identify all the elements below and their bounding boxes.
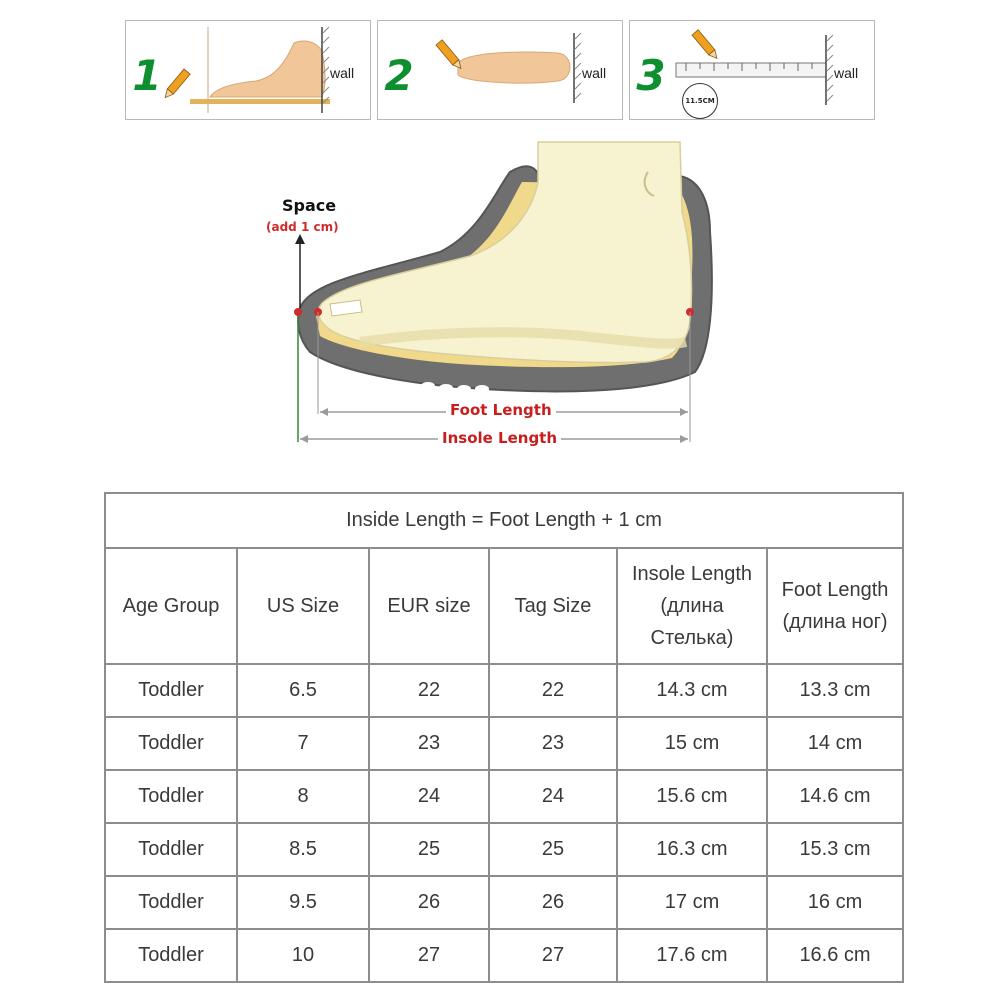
header-insole-length <box>617 548 767 664</box>
table-row <box>105 823 903 876</box>
space-label: Space <box>282 196 337 215</box>
cell-foot-length: 13.3 cm <box>767 664 903 717</box>
cell-eur-size: 24 <box>369 770 489 823</box>
pencil-icon <box>436 40 464 71</box>
step-2-number: 2 <box>384 51 414 100</box>
pencil-icon <box>692 30 720 61</box>
measurement-badge: 11.5CM <box>682 83 718 119</box>
step-3-number: 3 <box>636 51 666 100</box>
cell-age-group: Toddler <box>105 823 237 876</box>
cell-tag-size: 25 <box>489 823 617 876</box>
header-eur-size: EUR size <box>369 548 489 664</box>
header-foot-length-en: Foot Length <box>781 579 889 601</box>
step-1-number: 1 <box>132 51 162 100</box>
cell-tag-size: 27 <box>489 929 617 982</box>
cell-age-group: Toddler <box>105 664 237 717</box>
size-chart-table <box>104 492 904 983</box>
table-row <box>105 770 903 823</box>
table-row <box>105 929 903 982</box>
cell-insole-length: 15.6 cm <box>617 770 767 823</box>
cell-foot-length: 14.6 cm <box>767 770 903 823</box>
header-foot-length-ru: (длина ног) <box>782 611 888 633</box>
cell-tag-size: 22 <box>489 664 617 717</box>
foot-length-label: Foot Length <box>446 401 556 419</box>
step-2-panel <box>377 20 623 120</box>
cell-us-size: 8 <box>237 770 369 823</box>
table-caption: Inside Length = Foot Length + 1 cm <box>105 493 903 548</box>
cell-eur-size: 23 <box>369 717 489 770</box>
cell-insole-length: 14.3 cm <box>617 664 767 717</box>
table-row <box>105 876 903 929</box>
cell-age-group: Toddler <box>105 770 237 823</box>
step-2-wall-label: wall <box>582 65 607 81</box>
space-note: (add 1 cm) <box>266 220 339 234</box>
cell-foot-length: 14 cm <box>767 717 903 770</box>
header-us-size: US Size <box>237 548 369 664</box>
cell-foot-length: 16.6 cm <box>767 929 903 982</box>
step-1-wall-label: wall <box>330 65 355 81</box>
header-insole-length-en: Insole Length <box>631 563 753 585</box>
cell-tag-size: 26 <box>489 876 617 929</box>
cell-foot-length: 16 cm <box>767 876 903 929</box>
step-3-panel <box>629 20 875 120</box>
table-row <box>105 717 903 770</box>
cell-eur-size: 25 <box>369 823 489 876</box>
table-row <box>105 664 903 717</box>
cell-us-size: 9.5 <box>237 876 369 929</box>
header-insole-length-ru: (длина Стелька) <box>650 595 734 649</box>
pencil-icon <box>162 69 190 100</box>
cell-insole-length: 16.3 cm <box>617 823 767 876</box>
cell-insole-length: 17.6 cm <box>617 929 767 982</box>
step-1-panel <box>125 20 371 120</box>
cell-age-group: Toddler <box>105 876 237 929</box>
header-age-group: Age Group <box>105 548 237 664</box>
cell-tag-size: 23 <box>489 717 617 770</box>
cell-age-group: Toddler <box>105 929 237 982</box>
foot-shoe-diagram <box>266 132 730 462</box>
cell-us-size: 8.5 <box>237 823 369 876</box>
header-foot-length <box>767 548 903 664</box>
cell-foot-length: 15.3 cm <box>767 823 903 876</box>
cell-us-size: 6.5 <box>237 664 369 717</box>
cell-us-size: 10 <box>237 929 369 982</box>
cell-age-group: Toddler <box>105 717 237 770</box>
cell-eur-size: 27 <box>369 929 489 982</box>
step-3-wall-label: wall <box>834 65 859 81</box>
cell-insole-length: 15 cm <box>617 717 767 770</box>
insole-start-marker <box>294 308 302 316</box>
cell-us-size: 7 <box>237 717 369 770</box>
cell-eur-size: 26 <box>369 876 489 929</box>
insole-length-label: Insole Length <box>438 429 561 447</box>
cell-tag-size: 24 <box>489 770 617 823</box>
cell-insole-length: 17 cm <box>617 876 767 929</box>
header-tag-size: Tag Size <box>489 548 617 664</box>
measuring-steps <box>125 20 877 120</box>
cell-eur-size: 22 <box>369 664 489 717</box>
